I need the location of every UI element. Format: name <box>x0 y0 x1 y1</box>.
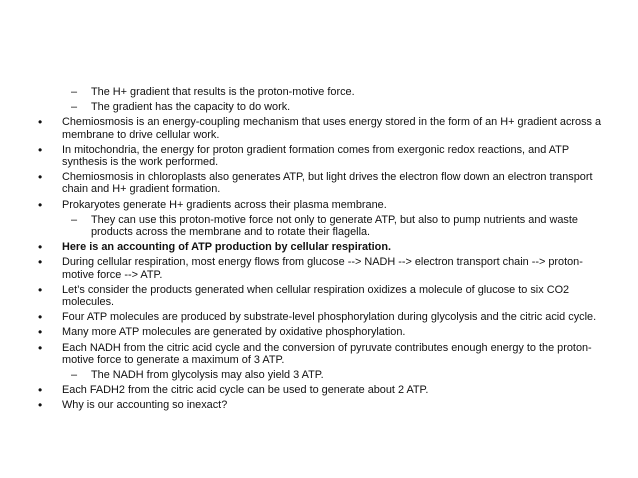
bullet-text: The gradient has the capacity to do work. <box>91 101 291 114</box>
dash-marker: – <box>71 369 78 382</box>
bullet-marker: • <box>38 115 43 130</box>
bullet-item <box>0 326 638 338</box>
dash-marker: – <box>71 86 78 98</box>
bullet-item <box>0 311 638 323</box>
bullet-text: Chemiosmosis is an energy-coupling mechanism that uses energy stored in the form of an H+ gradient across a membrane to drive cellular work. <box>62 116 602 141</box>
bullet-marker: • <box>38 240 43 255</box>
bullet-list <box>0 86 638 415</box>
bullet-marker: • <box>38 170 43 185</box>
sub-bullet-item <box>0 369 638 381</box>
bullet-marker: • <box>38 398 43 413</box>
bullet-marker: • <box>38 255 43 270</box>
bullet-text: Each NADH from the citric acid cycle and the conversion of pyruvate contributes enough energy to the proton-motive force to generate a maximum of 3 ATP. <box>62 341 592 366</box>
bullet-text: Why is our accounting so inexact? <box>62 399 228 412</box>
bullet-item <box>0 144 638 168</box>
bullet-item <box>0 384 638 396</box>
bullet-marker: • <box>38 325 43 340</box>
bullet-text: In mitochondria, the energy for proton gradient formation comes from exergonic redox reactions, and ATP synthesis is the work performed. <box>62 143 569 169</box>
bullet-marker: • <box>38 310 43 325</box>
bullet-item <box>0 116 638 140</box>
bullet-item <box>0 241 638 253</box>
bullet-text: Chemiosmosis in chloroplasts also generates ATP, but light drives the electron flow down an electron transport chain and H+ gradient formation. <box>62 171 593 196</box>
sub-bullet-item <box>0 101 638 113</box>
bullet-text: Many more ATP molecules are generated by oxidative phosphorylation. <box>62 326 406 339</box>
bullet-marker: • <box>38 197 43 212</box>
bullet-text: Four ATP molecules are produced by substrate-level phosphorylation during glycolysis and the citric acid cycle. <box>62 311 597 324</box>
bullet-text: Prokaryotes generate H+ gradients across their plasma membrane. <box>62 198 387 211</box>
bullet-item <box>0 256 638 280</box>
bullet-marker: • <box>38 340 43 355</box>
bullet-item <box>0 399 638 411</box>
bullet-item <box>0 171 638 195</box>
bullet-marker: • <box>38 383 43 398</box>
dash-marker: – <box>71 101 78 114</box>
bullet-marker: • <box>38 282 43 297</box>
bullet-item <box>0 284 638 308</box>
sub-bullet-item <box>0 86 638 98</box>
bullet-text: Let’s consider the products generated when cellular respiration oxidizes a molecule of glucose to six CO2 molecules. <box>62 283 570 309</box>
bullet-text: The NADH from glycolysis may also yield 3 ATP. <box>91 369 324 382</box>
bullet-item <box>0 199 638 211</box>
bullet-marker: • <box>38 142 43 157</box>
sub-bullet-item <box>0 214 638 238</box>
bullet-text: Each FADH2 from the citric acid cycle can be used to generate about 2 ATP. <box>62 384 429 397</box>
bullet-text: During cellular respiration, most energy flows from glucose --> NADH --> electron transport chain --> proton-motive force --> ATP. <box>62 256 583 281</box>
bullet-text: They can use this proton-motive force not only to generate ATP, but also to pump nutrients and waste products across the membrane and to rotate their flagella. <box>91 213 578 239</box>
bullet-text: The H+ gradient that results is the proton-motive force. <box>91 86 355 98</box>
bullet-item <box>0 342 638 366</box>
bullet-text: Here is an accounting of ATP production by cellular respiration. <box>62 241 391 254</box>
dash-marker: – <box>71 213 78 226</box>
